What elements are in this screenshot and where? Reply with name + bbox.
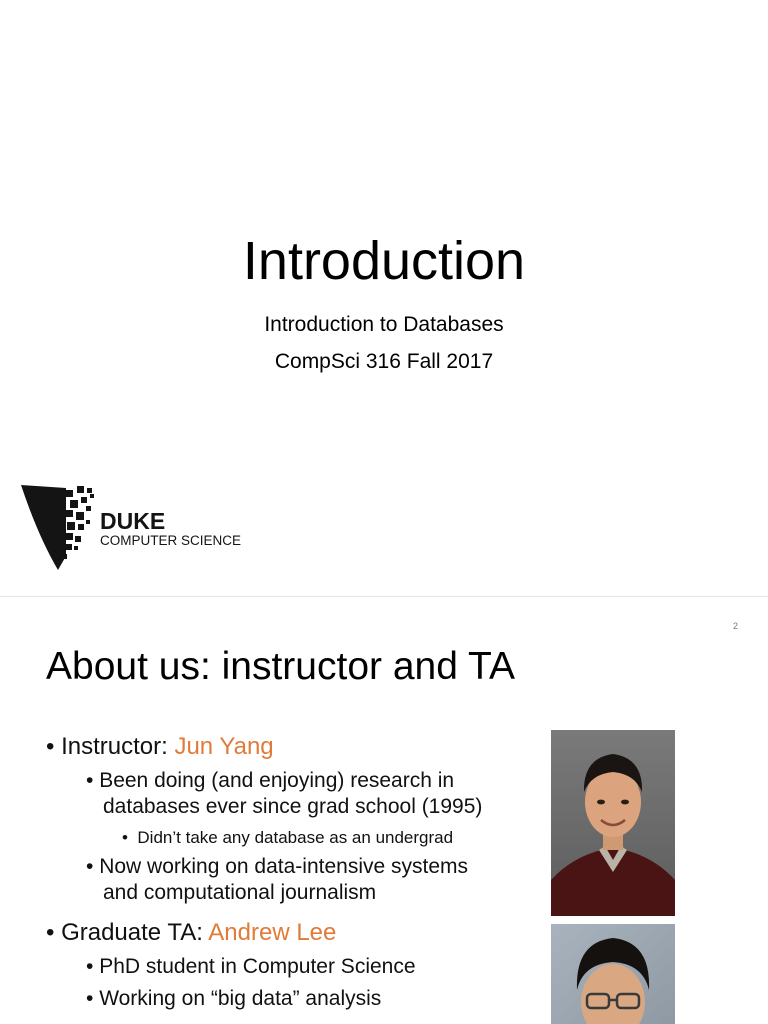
instructor-work-line1: Now working on data-intensive systems (99, 855, 469, 878)
bullet-instructor-research (86, 768, 454, 794)
ta-program: PhD student in Computer Science (99, 955, 416, 978)
bullet-icon: • (46, 919, 62, 946)
bullet-icon: • (86, 855, 100, 878)
bullet-instructor-detail (122, 827, 453, 849)
ta-name: Andrew Lee (208, 919, 337, 946)
bullet-icon: • (86, 955, 100, 978)
about-us-slide (0, 597, 768, 1024)
instructor-work-line2: and computational journalism (103, 881, 377, 904)
instructor-research-line1: Been doing (and enjoying) research in (99, 769, 455, 792)
bullet-instructor-work (86, 854, 468, 880)
course-name: Introduction to Databases (264, 313, 504, 336)
slide-title: About us: instructor and TA (46, 645, 515, 688)
instructor-name: Jun Yang (174, 733, 274, 760)
bullet-icon: • (86, 769, 100, 792)
instructor-photo (551, 730, 675, 916)
bullet-ta (46, 918, 336, 948)
instructor-research-line2: databases ever since grad school (1995) (103, 795, 483, 818)
course-term: CompSci 316 Fall 2017 (274, 350, 494, 373)
ta-work: Working on “big data” analysis (99, 987, 382, 1010)
bullet-icon: • (86, 987, 100, 1010)
ta-label: Graduate TA: (61, 919, 209, 946)
shield-icon (21, 485, 66, 570)
instructor-label: Instructor: (61, 733, 175, 760)
slide-title: Introduction (242, 231, 526, 291)
page-number: 2 (733, 621, 739, 631)
logo-subname: COMPUTER SCIENCE (100, 533, 242, 548)
pixel-pattern (62, 486, 94, 559)
instructor-detail: Didn’t take any database as an undergrad (137, 828, 454, 847)
bullet-instructor (46, 732, 274, 762)
bullet-ta-work (86, 986, 381, 1012)
duke-cs-logo (20, 484, 250, 574)
ta-photo (551, 924, 675, 1024)
logo-name: DUKE (100, 508, 166, 534)
bullet-icon: • (46, 733, 62, 760)
bullet-icon: • (122, 828, 138, 847)
bullet-ta-program (86, 954, 416, 980)
